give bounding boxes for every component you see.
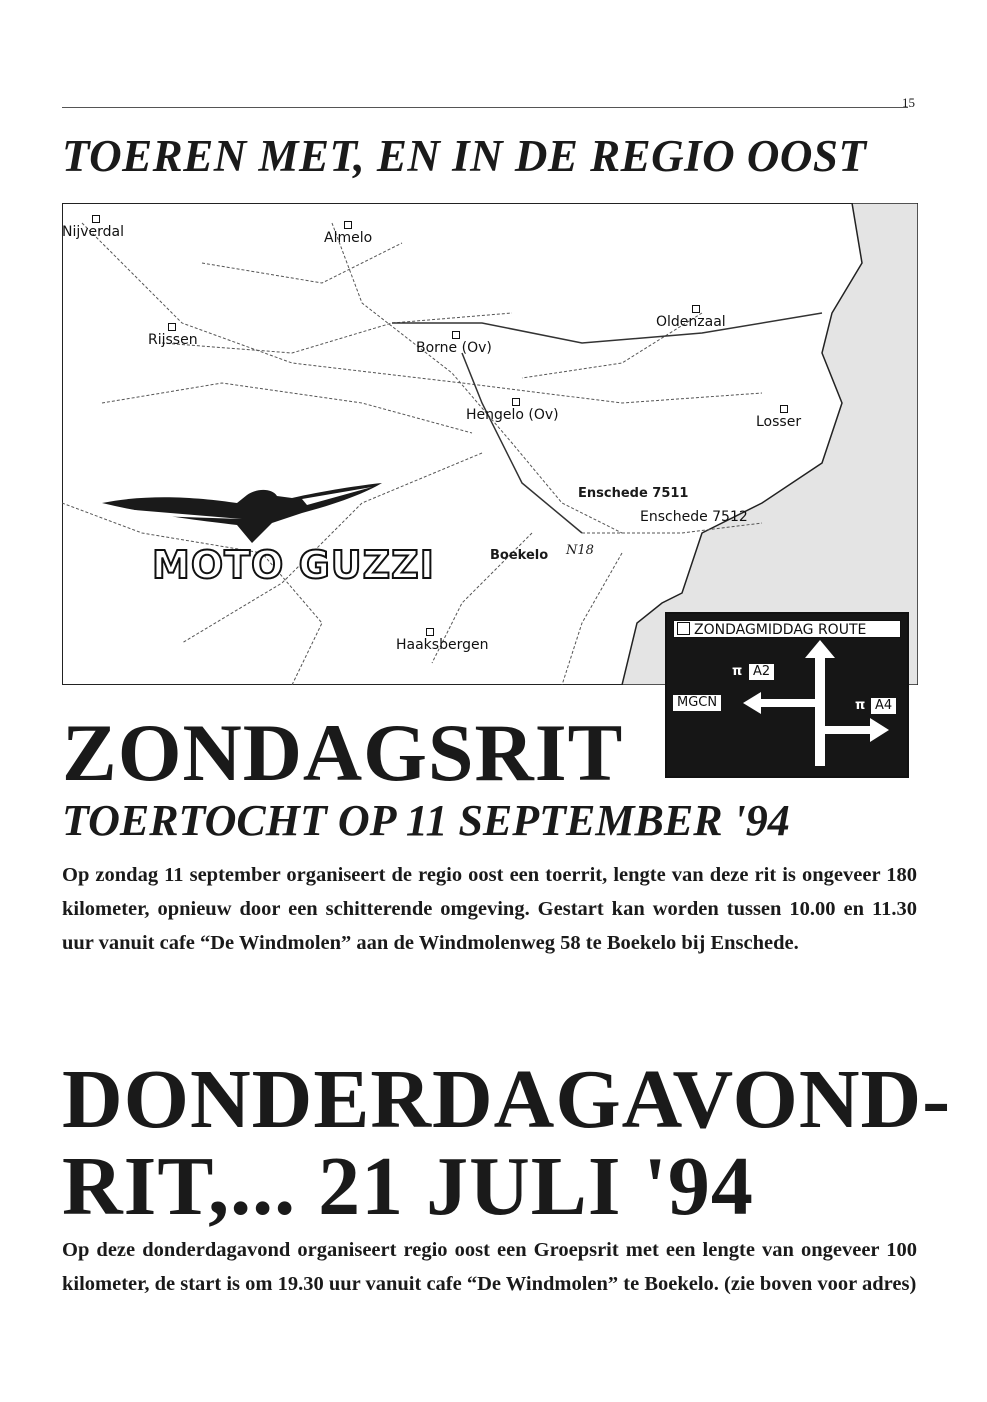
- place-losser: Losser: [756, 405, 801, 430]
- highway-icon-a2: π: [732, 664, 743, 679]
- place-rijssen: Rijssen: [148, 323, 198, 348]
- sign-mgcn: MGCN: [673, 695, 721, 711]
- header-rule: [62, 107, 908, 108]
- highway-icon-a4: π: [855, 698, 866, 713]
- zondagsrit-subtitle: TOERTOCHT OP 11 SEPTEMBER '94: [62, 796, 790, 845]
- page-headline: TOEREN MET, EN IN DE REGIO OOST: [62, 131, 867, 181]
- moto-guzzi-logo-text: MOTO GUZZI: [152, 543, 435, 587]
- place-enschede-7511: Enschede 7511: [578, 486, 689, 501]
- zondagsrit-title: ZONDAGSRIT: [62, 707, 624, 798]
- place-borne: Borne (Ov): [416, 331, 492, 356]
- sign-a2: A2: [749, 664, 774, 680]
- place-almelo: Almelo: [324, 221, 372, 246]
- donderdag-title-line1: DONDERDAGAVOND-: [62, 1053, 952, 1146]
- place-boekelo: Boekelo: [490, 548, 549, 563]
- place-nijverdal: Nijverdal: [62, 215, 124, 240]
- place-enschede-7512: Enschede 7512: [640, 509, 748, 525]
- route-sign: [665, 612, 909, 778]
- zondagsrit-body: Op zondag 11 september organiseert de regio oost een toerrit, lengte van deze rit is ongeveer 180 kilometer, opnieuw door een schitterende omgeving. Gestart kan worden tussen 10.00 en 11.30 uur vanuit cafe “De Windmolen” aan de Windmolenweg 58 te Boekelo bij Enschede.: [62, 864, 917, 954]
- donderdag-title-line2: RIT,... 21 JULI '94: [62, 1140, 754, 1233]
- page-number: 15: [902, 95, 915, 110]
- donderdag-body: Op deze donderdagavond organiseert regio oost een Groepsrit met een lengte van ongeveer 100 kilometer, de start is om 19.30 uur vanuit cafe “De Windmolen” te Boekelo. (zie boven voor adres): [62, 1239, 917, 1295]
- sign-a4: A4: [871, 698, 896, 714]
- place-oldenzaal: Oldenzaal: [656, 305, 726, 330]
- sign-title-text: ZONDAGMIDDAG ROUTE: [694, 622, 867, 638]
- route-code-label: N18: [566, 543, 594, 558]
- eagle-logo: [102, 483, 382, 543]
- place-hengelo: Hengelo (Ov): [466, 398, 559, 423]
- place-haaksbergen: Haaksbergen: [396, 628, 488, 653]
